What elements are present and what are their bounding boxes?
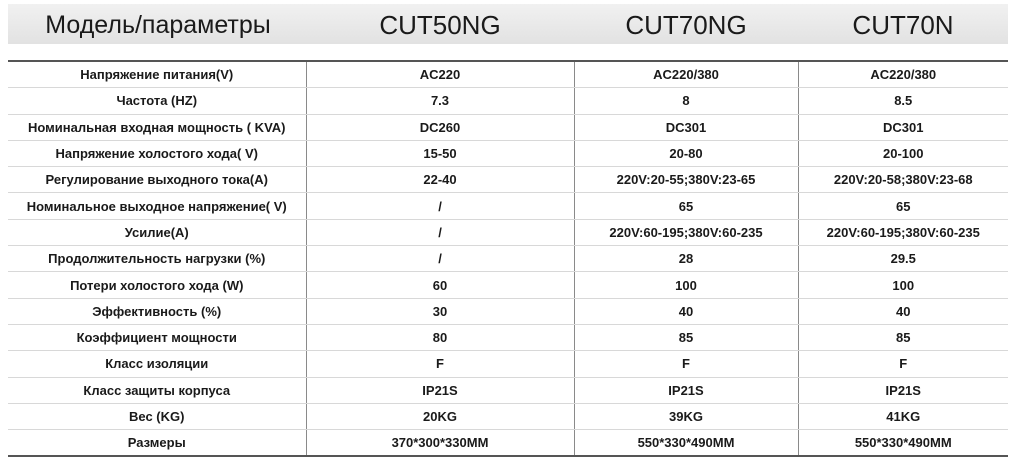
param-cell: Напряжение холостого хода( V) [8, 140, 306, 166]
value-cell: 65 [574, 193, 798, 219]
param-cell: Продолжительность нагрузки (%) [8, 246, 306, 272]
param-cell: Потери холостого хода (W) [8, 272, 306, 298]
value-cell: 220V:20-55;380V:23-65 [574, 167, 798, 193]
table-row [8, 193, 1008, 219]
param-cell: Номинальное выходное напряжение( V) [8, 193, 306, 219]
value-cell: 100 [798, 272, 1008, 298]
value-cell: 8 [574, 88, 798, 114]
table-row [8, 403, 1008, 429]
value-cell: 20KG [306, 403, 574, 429]
value-cell: 30 [306, 298, 574, 324]
spec-table [8, 60, 1008, 457]
table-row [8, 167, 1008, 193]
value-cell: 40 [798, 298, 1008, 324]
table-row [8, 114, 1008, 140]
value-cell: 220V:20-58;380V:23-68 [798, 167, 1008, 193]
param-cell: Регулирование выходного тока(A) [8, 167, 306, 193]
table-row [8, 140, 1008, 166]
value-cell: / [306, 193, 574, 219]
value-cell: 20-80 [574, 140, 798, 166]
table-row [8, 88, 1008, 114]
param-cell: Частота (HZ) [8, 88, 306, 114]
value-cell: 22-40 [306, 167, 574, 193]
table-row [8, 430, 1008, 457]
value-cell: 28 [574, 246, 798, 272]
table-row [8, 219, 1008, 245]
param-cell: Напряжение питания(V) [8, 61, 306, 88]
value-cell: 15-50 [306, 140, 574, 166]
value-cell: 65 [798, 193, 1008, 219]
value-cell: 40 [574, 298, 798, 324]
table-row [8, 324, 1008, 350]
value-cell: 550*330*490MM [798, 430, 1008, 457]
header-model-cut50ng: CUT50NG [379, 10, 501, 40]
value-cell: DC301 [574, 114, 798, 140]
table-row [8, 377, 1008, 403]
value-cell: AC220 [306, 61, 574, 88]
value-cell: DC301 [798, 114, 1008, 140]
value-cell: 550*330*490MM [574, 430, 798, 457]
value-cell: F [306, 351, 574, 377]
param-cell: Эффективность (%) [8, 298, 306, 324]
value-cell: 85 [574, 324, 798, 350]
value-cell: 100 [574, 272, 798, 298]
value-cell: DC260 [306, 114, 574, 140]
param-cell: Усилие(A) [8, 219, 306, 245]
table-row [8, 61, 1008, 88]
value-cell: 85 [798, 324, 1008, 350]
table-row [8, 246, 1008, 272]
table-row [8, 351, 1008, 377]
value-cell: 60 [306, 272, 574, 298]
table-row [8, 298, 1008, 324]
value-cell: 220V:60-195;380V:60-235 [798, 219, 1008, 245]
value-cell: 370*300*330MM [306, 430, 574, 457]
value-cell: 20-100 [798, 140, 1008, 166]
param-cell: Класс изоляции [8, 351, 306, 377]
header-model-cut70n: CUT70N [852, 10, 954, 40]
param-cell: Номинальная входная мощность ( KVA) [8, 114, 306, 140]
table-row [8, 272, 1008, 298]
value-cell: 220V:60-195;380V:60-235 [574, 219, 798, 245]
value-cell: 39KG [574, 403, 798, 429]
param-cell: Коэффициент мощности [8, 324, 306, 350]
header-param-label: Модель/параметры [45, 11, 271, 39]
header-model-cut70ng: CUT70NG [625, 10, 747, 40]
value-cell: AC220/380 [574, 61, 798, 88]
value-cell: 80 [306, 324, 574, 350]
value-cell: / [306, 246, 574, 272]
value-cell: 7.3 [306, 88, 574, 114]
value-cell: 8.5 [798, 88, 1008, 114]
value-cell: IP21S [306, 377, 574, 403]
value-cell: IP21S [798, 377, 1008, 403]
param-cell: Размеры [8, 430, 306, 457]
value-cell: AC220/380 [798, 61, 1008, 88]
value-cell: F [798, 351, 1008, 377]
table-header [8, 4, 1008, 44]
param-cell: Вес (KG) [8, 403, 306, 429]
value-cell: IP21S [574, 377, 798, 403]
value-cell: 29.5 [798, 246, 1008, 272]
value-cell: / [306, 219, 574, 245]
value-cell: 41KG [798, 403, 1008, 429]
value-cell: F [574, 351, 798, 377]
param-cell: Класс защиты корпуса [8, 377, 306, 403]
